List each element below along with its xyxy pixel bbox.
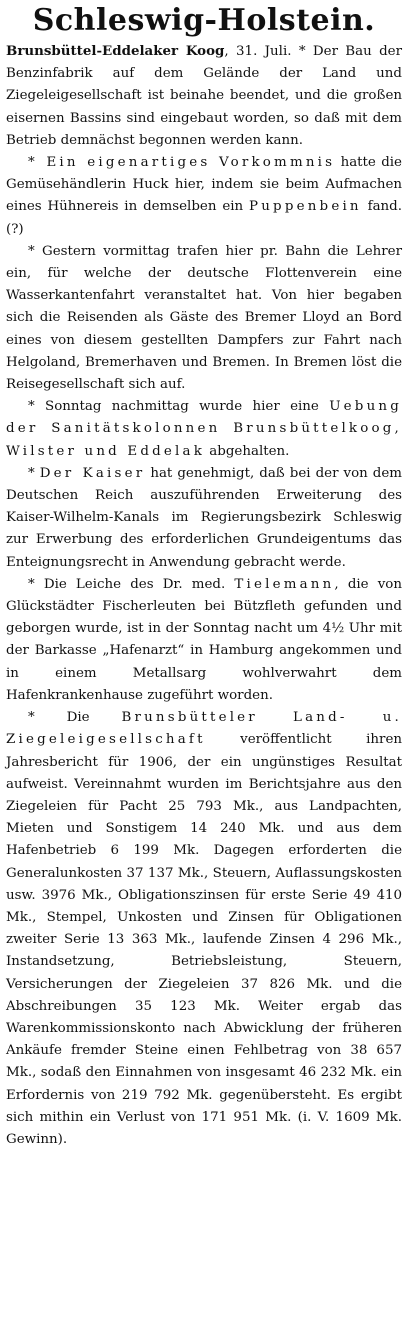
paragraph-lehrer	[6, 241, 402, 396]
paragraph-emphasis: Uebung der Sanitätskolonnen Brunsbüttelkoog, Wilster und Eddelak	[6, 399, 402, 459]
paragraph-emphasis: Puppenbein	[249, 199, 362, 215]
paragraph-emphasis: Tielemann	[234, 576, 335, 592]
paragraph-leiche	[6, 574, 402, 707]
paragraph-tail: abgehalten.	[205, 443, 290, 459]
paragraph-text: hatte die Gemüsehändlerin Huck hier, indem sie beim Aufmachen eines Hühnereis in demselben ein	[6, 155, 402, 215]
paragraph-text: *	[28, 465, 40, 481]
paragraph-emphasis: Brunsbütteler Land- u. Ziegeleigesellschaft	[6, 710, 402, 748]
dateline-date: 31. Juli.	[236, 44, 292, 59]
paragraph-text: * Die	[28, 710, 122, 726]
paragraph-text: * Gestern vormittag trafen hier pr. Bahn die Lehrer ein, für welche der deutsche Flottenverein eine Wasserkantenfahrt veranstaltet hat. Von hier begaben sich die Reisenden als Gäste des Bremer Lloyd an Bord eines von diesem gestellten Dampfers zur Fahrt nach Helgoland, Bremerhaven und Bremen. In Bremen löst die Reisegesellschaft sich auf.	[6, 243, 402, 393]
paragraph-text: * Die Leiche des Dr. med.	[28, 576, 235, 592]
article-body	[6, 40, 402, 1151]
headline: Schleswig-Holstein.	[32, 3, 376, 38]
paragraph-kaiser	[6, 463, 402, 574]
paragraph-emphasis: Der Kaiser	[39, 465, 146, 481]
dateline-place: Brunsbüttel-Eddelaker Koog	[6, 43, 225, 59]
paragraph-tail: hat genehmigt, daß bei der von dem Deutschen Reich auszuführenden Erweiterung des Kaiser-Wilhelm-Kanals im Regierungsbezirk Schleswig zur Erwerbung des erforderlichen Grundeigentums das Enteignungsrecht in Anwendung gebracht werde.	[6, 465, 402, 570]
paragraph-text: * Der Bau der Benzinfabrik auf dem Gelände der Land und Ziegeleigesellschaft ist beinahe beendet, und die großen eisernen Bassins sind eingebaut worden, so daß mit dem Betrieb demnächst begonnen werden kann.	[6, 44, 403, 148]
paragraph-tail: veröffentlicht ihren Jahresbericht für 1906, der ein ungünstiges Resultat aufweist. Vereinnahmt wurden im Berichtsjahre aus den Ziegeleien für Pacht 25 793 Mk., aus Landpachten, Mieten und Sonstigem 14 240 Mk. und aus dem Hafenbetrieb 6 199 Mk. Dagegen erforderten die Generalunkosten 37 137 Mk., Steuern, Auflassungskosten usw. 3976 Mk., Obligationszinsen für erste Serie 49 410 Mk., Stempel, Unkosten und Zinsen für Obligationen zweiter Serie 13 363 Mk., laufende Zinsen 4 296 Mk., Instandsetzung, Betriebsleistung, Steuern, Versicherungen der Ziegeleien 37 826 Mk. und die Abschreibungen 35 123 Mk. Weiter ergab das Warenkommissionskonto nach Abwicklung der früheren Ankäufe fremder Steine einen Fehlbetrag von 38 657 Mk., sodaß den Einnahmen von insgesamt 46 232 Mk. ein Erfordernis von 219 792 Mk. gegenübersteht. Es ergibt sich mithin ein Verlust von 171 951 Mk. (i. V. 1609 Mk. Gewinn).	[6, 732, 402, 1147]
paragraph-dateline: Brunsbüttel-Eddelaker Koog, 31. Juli. * Der Bau der Benzinfabrik auf dem Gelände der Land und Ziegeleigesellschaft ist beinahe beendet, und die großen eisernen Bassins sind eingebaut worden, so daß mit dem Betrieb demnächst begonnen werden kann.	[6, 43, 403, 148]
paragraph-lead: * Ein eigenartiges Vorkommnis	[28, 155, 336, 171]
paragraph-jahresbericht	[6, 707, 402, 1151]
paragraph-huck	[6, 152, 402, 241]
paragraph-sanitaet	[6, 396, 402, 463]
paragraph-text: * Sonntag nachmittag wurde hier eine	[28, 399, 330, 415]
paragraph-tail: fand. (?)	[6, 199, 403, 237]
paragraph-tail: , die von Glückstädter Fischerleuten bei Bützfleth gefunden und geborgen wurde, ist in der Sonntag nacht um 4½ Uhr mit der Barkasse „Hafenarzt“ in Hamburg angekommen und in einem Metallsarg wohlverwahrt dem Hafenkrankenhause zugeführt worden.	[6, 576, 402, 703]
